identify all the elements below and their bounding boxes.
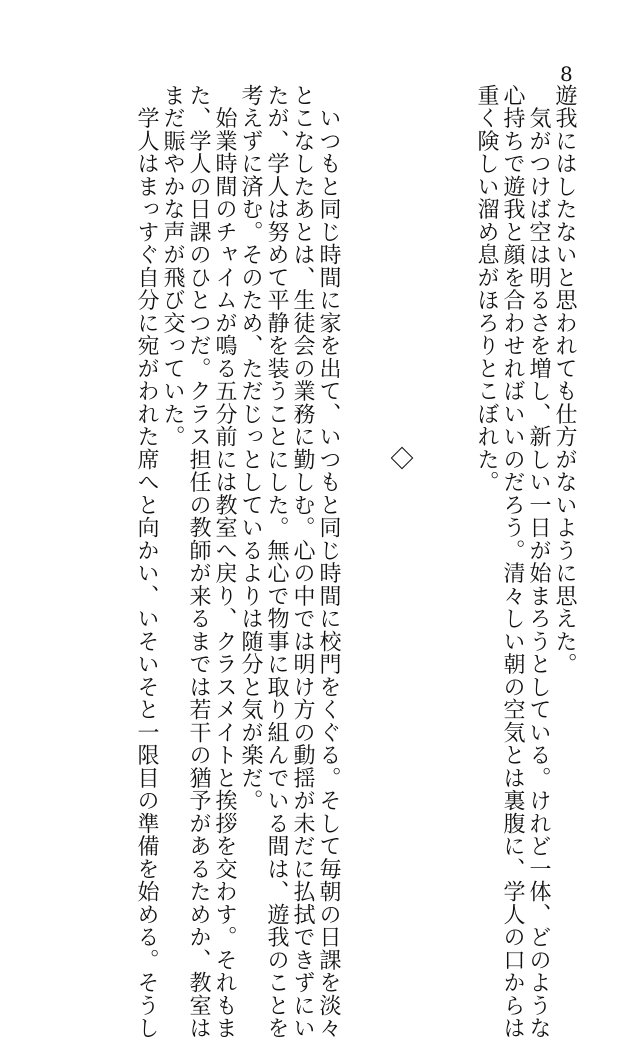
text-line: た、学人の日課のひとつだ。クラス担任の教師が来るまでは若干の猶予があるためか、教室は <box>186 84 211 1040</box>
text-line: 心持ちで遊我と顔を合わせればいいのだろう。清々しい朝の空気とは裏腹に、学人の口からは <box>500 84 525 1040</box>
text-line: 学人はまっすぐ自分に宛がわれた席へと向かい、いそいそと一限目の準備を始める。そうし <box>134 84 159 1040</box>
section-separator <box>391 447 414 470</box>
text-line: まだ賑やかな声が飛び交っていた。 <box>160 84 185 448</box>
text-line: いつもと同じ時間に家を出て、いつもと同じ時間に校門をくぐる。そして毎朝の日課を淡々 <box>316 84 341 1040</box>
text-line: 遊我にはしたないと思われても仕方がないように思えた。 <box>552 84 577 676</box>
text-line: 重く険しい溜め息がほろりとこぼれた。 <box>474 84 499 494</box>
text-line: 考えずに済む。そのため、ただじっとしているよりは随分と気が楽だ。 <box>238 84 263 812</box>
page-number: 8 <box>560 62 573 86</box>
text-line: 気がつけば空は明るさを増し、新しい一日が始まろうとしている。けれど一体、どのような <box>526 84 551 1040</box>
text-line: 始業時間のチャイムが鳴る五分前には教室へ戻り、クラスメイトと挨拶を交わす。それもま <box>212 84 237 1040</box>
text-line: とこなしたあとは、生徒会の業務に勤しむ。心の中では明け方の動揺が未だに払拭できずにい <box>290 84 315 1040</box>
text-line: たが、学人は努めて平静を装うことにした。無心で物事に取り組んでいる間は、遊我のことを <box>264 84 289 1040</box>
